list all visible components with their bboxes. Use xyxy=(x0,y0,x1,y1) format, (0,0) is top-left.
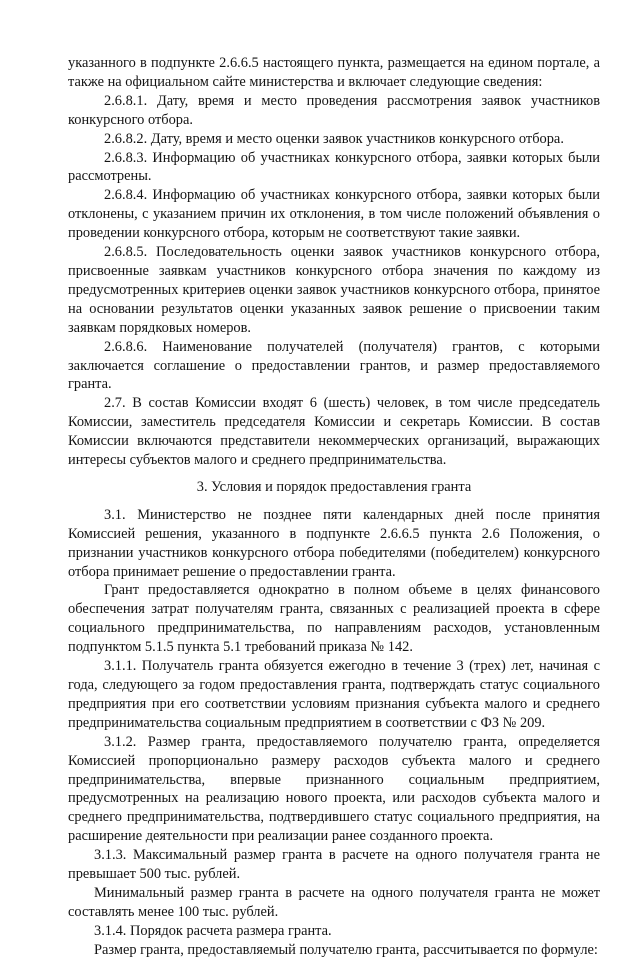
paragraph-2-6-8-5: 2.6.8.5. Последовательность оценки заявок участников конкурсного отбора, присвоенные заявкам участников конкурсного отбора значения по каждому из предусмотренных критериев оценки заявок участников конкурсного отбора, принятое на основании результатов оценки указанных заявок решение о присвоении таким заявкам порядковых номеров. xyxy=(68,244,600,336)
document-body xyxy=(68,54,600,960)
paragraph-minimum-grant: Минимальный размер гранта в расчете на одного получателя гранта не может составлять менее 100 тыс. рублей. xyxy=(68,884,600,920)
paragraph-2-7: 2.7. В состав Комиссии входят 6 (шесть) человек, в том числе председатель Комиссии, заместитель председателя Комиссии и секретарь Комиссии. В состав Комиссии включаются представители некоммерческих организаций, выражающих интересы субъектов малого и среднего предпринимательства. xyxy=(68,395,600,469)
paragraph-3-1-4: 3.1.4. Порядок расчета размера гранта. xyxy=(94,922,332,939)
paragraph-2-6-8-4: 2.6.8.4. Информацию об участниках конкурсного отбора, заявки которых были отклонены, с указанием причин их отклонения, в том числе положений объявления о проведении конкурсного отбора, которым не соответствуют такие заявки. xyxy=(68,187,600,242)
paragraph-grant-provision: Грант предоставляется однократно в полном объеме в целях финансового обеспечения затрат получателям гранта, связанных с реализацией проекта в сфере социального предпринимательства, по направлениям расходов, установленным подпунктом 5.1.5 пункта 5.1 требований приказа № 142. xyxy=(68,582,600,656)
paragraph-continuation: указанного в подпункте 2.6.6.5 настоящего пункта, размещается на едином портале, а также на официальном сайте министерства и включает следующие сведения: xyxy=(68,55,600,90)
paragraph-3-1-1: 3.1.1. Получатель гранта обязуется ежегодно в течение 3 (трех) лет, начиная с года, следующего за годом предоставления гранта, подтверждать статус социального предприятия при его соответствии условиям признания субъекта малого и среднего предпринимательства социальным предприятием в соответствии с ФЗ № 209. xyxy=(68,658,600,731)
paragraph-2-6-8-6: 2.6.8.6. Наименование получателей (получателя) грантов, с которыми заключается соглашение о предоставлении грантов, и размер предоставляемого гранта. xyxy=(68,338,600,393)
paragraph-3-1-2: 3.1.2. Размер гранта, предоставляемого получателю гранта, определяется Комиссией пропорционально размеру расходов субъекта малого и среднего предпринимательства, впервые признанного социальным предприятием, предусмотренных на реализацию нового проекта, или расходов субъекта малого и среднего предпринимательства, подтвердившего статус социального предприятия, на расширение деятельности при реализации ранее созданного проекта. xyxy=(68,733,600,845)
paragraph-2-6-8-3: 2.6.8.3. Информацию об участниках конкурсного отбора, заявки которых были рассмотрены. xyxy=(68,149,600,185)
paragraph-3-1-3: 3.1.3. Максимальный размер гранта в расчете на одного получателя гранта не превышает 500 тыс. рублей. xyxy=(68,847,600,883)
paragraph-2-6-8-2: 2.6.8.2. Дату, время и место оценки заявок участников конкурсного отбора. xyxy=(104,130,564,147)
paragraph-formula-intro: Размер гранта, предоставляемый получателю гранта, рассчитывается по формуле: xyxy=(94,941,598,958)
paragraph-3-1: 3.1. Министерство не позднее пяти календарных дней после принятия Комиссией решения, указанного в подпункте 2.6.6.5 пункта 2.6 Положения, о признании участников конкурсного отбора победителями (победителем) конкурсного отбора принимает решение о предоставлении гранта. xyxy=(68,506,600,580)
section-heading: 3. Условия и порядок предоставления гранта xyxy=(196,478,472,495)
paragraph-2-6-8-1: 2.6.8.1. Дату, время и место проведения рассмотрения заявок участников конкурсного отбора. xyxy=(68,92,600,128)
